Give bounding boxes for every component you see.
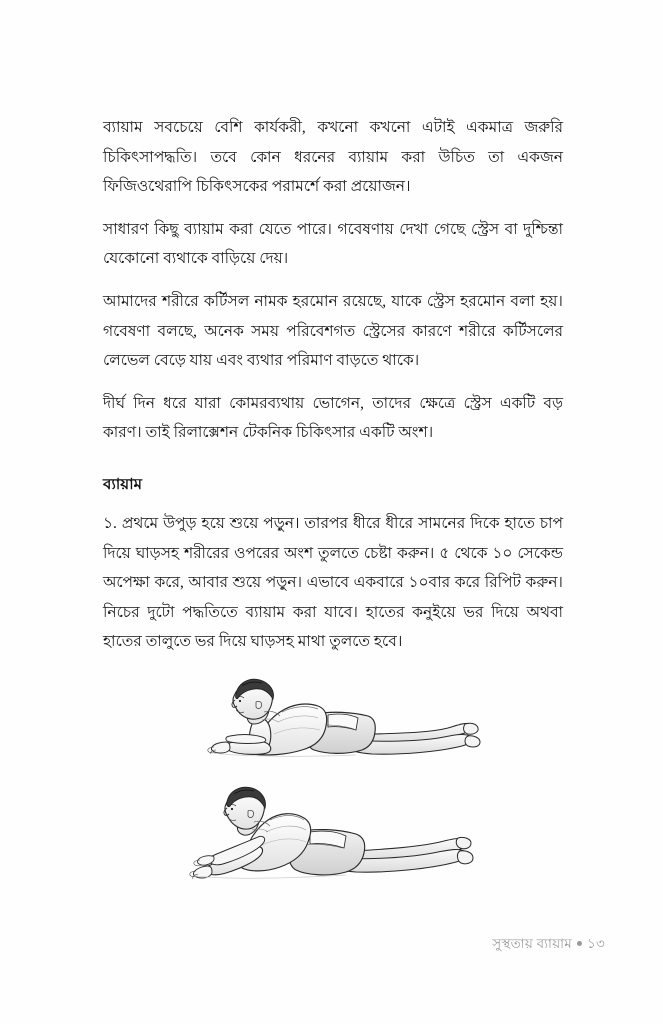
footer-page-number: ১৩ bbox=[587, 936, 605, 951]
page-footer bbox=[0, 934, 605, 954]
paragraph-1: ব্যায়াম সবচেয়ে বেশি কার্যকরী, কখনো কখনো এটাই একমাত্র জরুরি চিকিৎসাপদ্ধতি। তবে কোন ধরনের ব্যায়াম করা উচিত তা একজন ফিজিওথেরাপি চিকিৎসকের পরামর্শে করা প্রয়োজন। bbox=[103, 119, 563, 196]
page-content bbox=[103, 113, 563, 657]
paragraph-2: সাধারণ কিছু ব্যায়াম করা যেতে পারে। গবেষণায় দেখা গেছে স্ট্রেস বা দুশ্চিন্তা যেকোনো ব্যথাকে বাড়িয়ে দেয়। bbox=[103, 220, 563, 268]
footer-title: সুস্থতায় ব্যায়াম bbox=[492, 936, 572, 951]
figure-prone-arms-forward bbox=[190, 787, 473, 879]
paragraph-3: আমাদের শরীরে কর্টিসল নামক হরমোন রয়েছে, যাকে স্ট্রেস হরমোন বলা হয়। গবেষণা বলছে, অনেক সময় পরিবেশগত স্ট্রেসের কারণে শরীরে কর্টিসলের লেভেল বেড়ে যায় এবং ব্যথার পরিমাণ বাড়তে থাকে। bbox=[103, 292, 563, 370]
exercise-instruction-1: ১. প্রথমে উপুড় হয়ে শুয়ে পড়ুন। তারপর ধীরে ধীরে সামনের দিকে হাতে চাপ দিয়ে ঘাড়সহ শরীরের ওপরের অংশ তুলতে চেষ্টা করুন। ৫ থেকে ১০ সেকেন্ড অপেক্ষা করে, আবার শুয়ে পড়ুন। এভাবে একবারে ১০বার করে রিপিট করুন। নিচের দুটো পদ্ধতিতে ব্যায়াম করা যাবে। হাতের কনুইয়ে ভর দিয়ে অথবা হাতের তালুতে ভর দিয়ে ঘাড়সহ মাথা তুলতে হবে। bbox=[103, 514, 563, 651]
footer-separator-dot bbox=[577, 941, 582, 946]
figure-sphinx-pose bbox=[208, 679, 480, 756]
exercise-illustration bbox=[186, 662, 486, 897]
paragraph-4: দীর্ঘ দিন ধরে যারা কোমরব্যথায় ভোগেন, তাদের ক্ষেত্রে স্ট্রেস একটি বড় কারণ। তাই রিলাক্সেশন টেকনিক চিকিৎসার একটি অংশ। bbox=[103, 394, 563, 442]
section-heading-exercise: ব্যায়াম bbox=[103, 475, 143, 493]
